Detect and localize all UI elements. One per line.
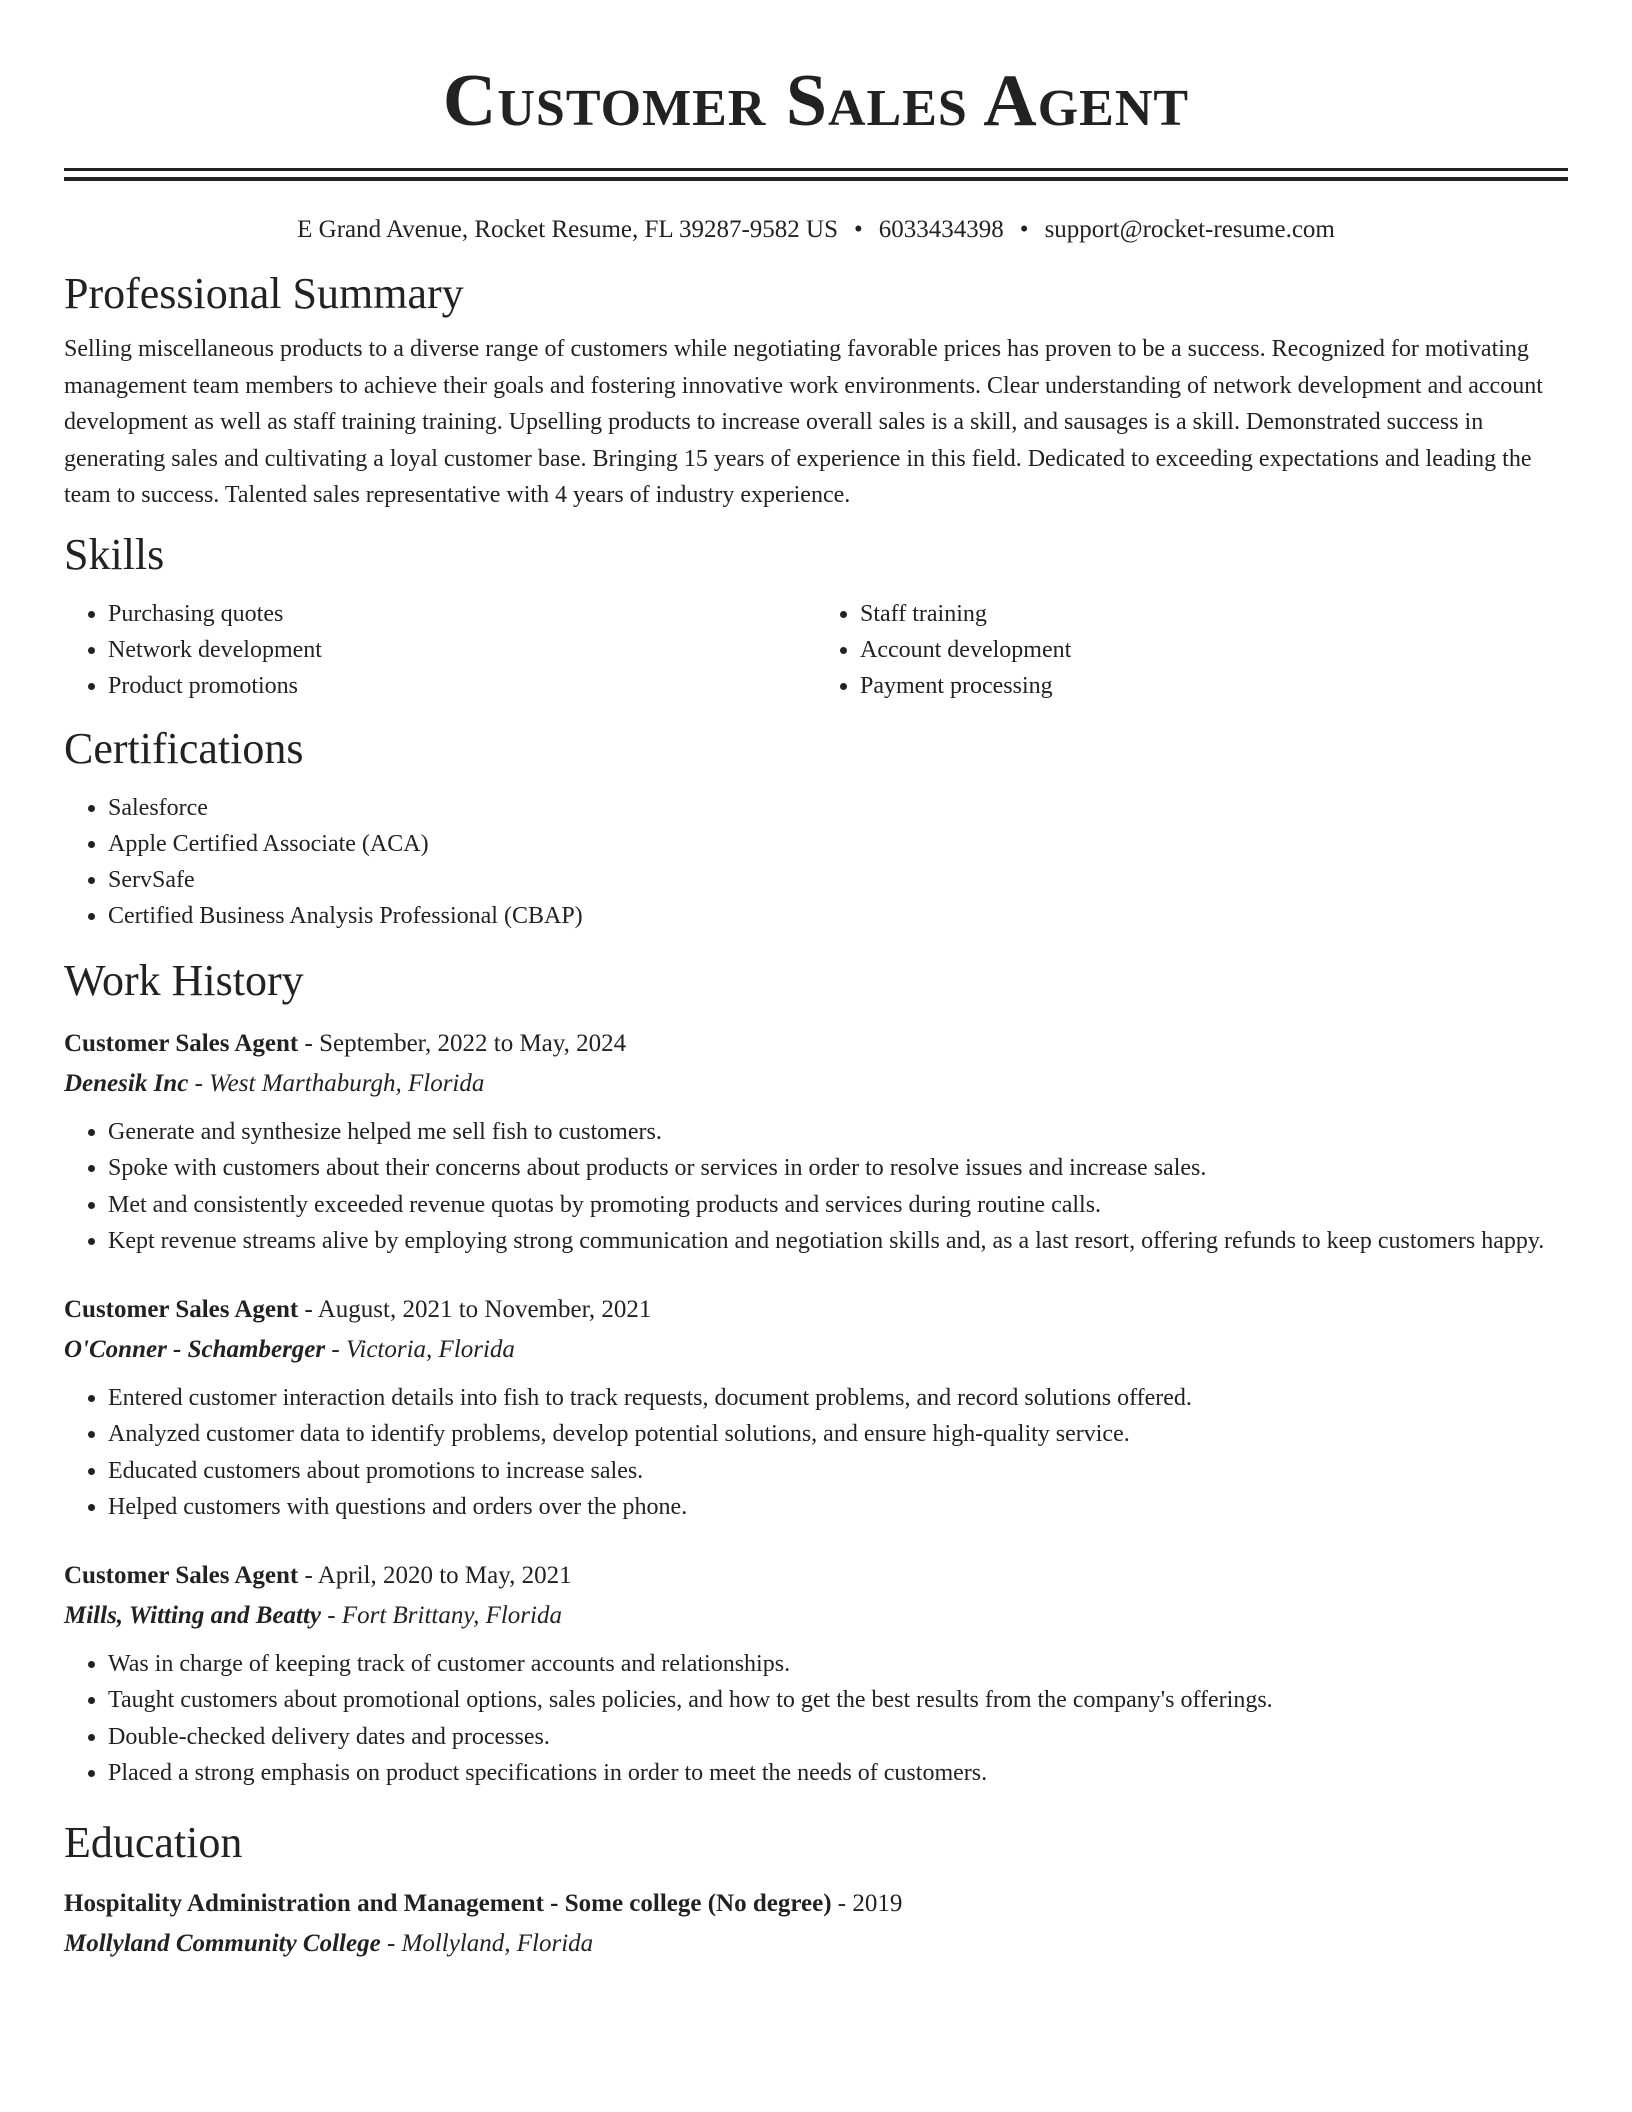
education-heading: Education xyxy=(64,1817,243,1867)
certification-item: • Certified Business Analysis Professional (CBAP) xyxy=(108,898,1568,934)
job-title: Customer Sales Agent xyxy=(64,1561,299,1589)
school-location: - Mollyland, Florida xyxy=(380,1929,594,1957)
contact-email[interactable]: support@rocket-resume.com xyxy=(1044,216,1335,243)
job-dates: - August, 2021 to November, 2021 xyxy=(298,1295,652,1323)
job-entry xyxy=(64,1024,1568,1260)
contact-address: E Grand Avenue, Rocket Resume, FL 39287-9582 US xyxy=(297,216,839,243)
skills-list-right xyxy=(816,596,1568,704)
certifications-heading: Certifications xyxy=(64,723,304,773)
certifications-section xyxy=(64,724,1568,934)
job-title: Customer Sales Agent xyxy=(64,1029,299,1057)
job-title-line xyxy=(64,1556,1568,1596)
title-double-rule xyxy=(64,168,1568,181)
school-line xyxy=(64,1924,1568,1964)
job-duties-list xyxy=(64,1380,1568,1526)
contact-separator: • xyxy=(854,216,863,243)
work-history-heading: Work History xyxy=(64,955,304,1005)
job-company-line xyxy=(64,1596,1568,1636)
job-dates: - September, 2022 to May, 2024 xyxy=(298,1029,627,1057)
education-entry xyxy=(64,1884,1568,1964)
certification-item: • Salesforce xyxy=(108,790,1568,826)
job-title: Customer Sales Agent xyxy=(64,1295,299,1323)
job-company-line xyxy=(64,1330,1568,1370)
contact-line xyxy=(64,215,1568,245)
skill-item: • Staff training xyxy=(860,596,1568,632)
degree: Hospitality Administration and Management - Some college (No degree) xyxy=(64,1889,832,1917)
job-duty: • Taught customers about promotional options, sales policies, and how to get the best results from the company's offerings. xyxy=(108,1682,1568,1719)
school: Mollyland Community College xyxy=(64,1929,381,1957)
skill-item: • Purchasing quotes xyxy=(108,596,816,632)
job-company: Denesik Inc xyxy=(64,1069,189,1097)
job-duties-list xyxy=(64,1646,1568,1792)
job-duty: • Spoke with customers about their concerns about products or services in order to resolve issues and increase sales. xyxy=(108,1150,1568,1187)
job-duty: • Was in charge of keeping track of customer accounts and relationships. xyxy=(108,1646,1568,1683)
summary-section xyxy=(64,269,1568,514)
education-section xyxy=(64,1818,1568,1964)
skills-section xyxy=(64,530,1568,704)
job-title-line xyxy=(64,1290,1568,1330)
skills-heading: Skills xyxy=(64,529,165,579)
contact-phone[interactable]: 6033434398 xyxy=(878,216,1004,243)
job-entry xyxy=(64,1290,1568,1526)
skill-item: • Network development xyxy=(108,632,816,668)
skill-item: • Account development xyxy=(860,632,1568,668)
degree-year: - 2019 xyxy=(831,1889,903,1917)
page-title: Customer Sales Agent xyxy=(442,60,1190,142)
job-duty: • Helped customers with questions and orders over the phone. xyxy=(108,1489,1568,1526)
job-duty: • Kept revenue streams alive by employing strong communication and negotiation skills and, as a last resort, offering refunds to keep customers happy. xyxy=(108,1223,1568,1260)
certification-item: • ServSafe xyxy=(108,862,1568,898)
summary-heading: Professional Summary xyxy=(64,269,464,318)
job-dates: - April, 2020 to May, 2021 xyxy=(298,1561,572,1589)
job-duty: • Educated customers about promotions to increase sales. xyxy=(108,1453,1568,1490)
job-company-line xyxy=(64,1064,1568,1104)
job-duty: • Double-checked delivery dates and processes. xyxy=(108,1719,1568,1756)
skill-item: • Payment processing xyxy=(860,668,1568,704)
job-company: O'Conner - Schamberger xyxy=(64,1335,326,1363)
job-duty: • Entered customer interaction details into fish to track requests, document problems, and record solutions offered. xyxy=(108,1380,1568,1417)
job-title-line xyxy=(64,1024,1568,1064)
skills-grid xyxy=(64,596,1568,704)
degree-line xyxy=(64,1884,1568,1924)
job-duty: • Met and consistently exceeded revenue quotas by promoting products and services during routine calls. xyxy=(108,1187,1568,1224)
skills-list-left xyxy=(64,596,816,704)
job-duty: • Generate and synthesize helped me sell fish to customers. xyxy=(108,1114,1568,1151)
job-location: - Victoria, Florida xyxy=(325,1335,515,1363)
job-duty: • Placed a strong emphasis on product specifications in order to meet the needs of customers. xyxy=(108,1755,1568,1792)
job-duty: • Analyzed customer data to identify problems, develop potential solutions, and ensure high-quality service. xyxy=(108,1416,1568,1453)
job-duties-list xyxy=(64,1114,1568,1260)
contact-separator: • xyxy=(1019,216,1029,243)
summary-text: Selling miscellaneous products to a diverse range of customers while negotiating favorable prices has proven to be a success. Recognized for motivating management team members to achieve their goals and fostering innovative work environments. Clear understanding of network development and account development as well as staff training training. Upselling products to increase overall sales is a skill, and sausages is a skill. Demonstrated success in generating sales and cultivating a loyal customer base. Bringing 15 years of experience in this field. Dedicated to exceeding expectations and leading the team to success. Talented sales representative with 4 years of industry experience. xyxy=(64,336,1543,508)
skill-item: • Product promotions xyxy=(108,668,816,704)
work-history-section xyxy=(64,956,1568,1792)
job-company: Mills, Witting and Beatty xyxy=(64,1601,321,1629)
certification-item: • Apple Certified Associate (ACA) xyxy=(108,826,1568,862)
certifications-list xyxy=(64,790,1568,934)
job-location: - Fort Brittany, Florida xyxy=(321,1601,562,1629)
job-location: - West Marthaburgh, Florida xyxy=(188,1069,485,1097)
job-entry xyxy=(64,1556,1568,1792)
